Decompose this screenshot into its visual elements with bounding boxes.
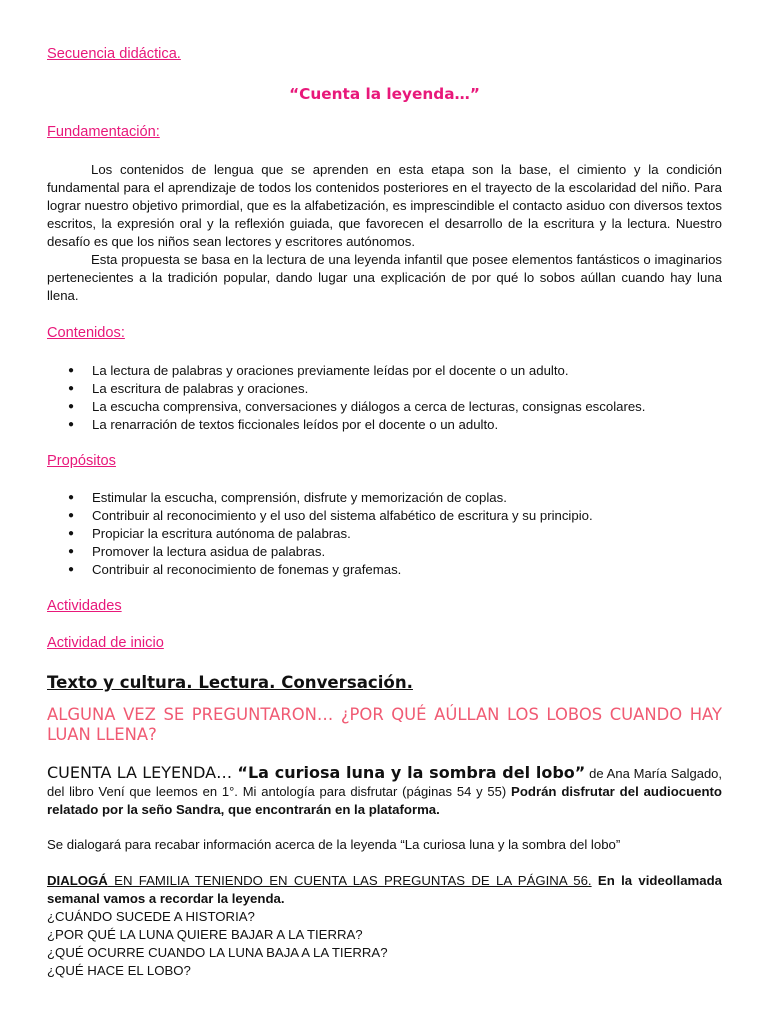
propositos-list [47,489,722,579]
list-item: ¿QUÉ HACE EL LOBO? [47,963,191,978]
list-item: ● Contribuir al reconocimiento y el uso del sistema alfabético de escritura y su principio. [47,507,722,525]
list-item: ● Propiciar la escritura autónoma de palabras. [47,525,722,543]
fundamentacion-body [47,161,722,305]
audiocuento-note: Podrán disfrutar del audiocuento relatado por la seño Sandra, que encontrarán en la plataforma. [47,784,722,817]
list-item: ● La escritura de palabras y oraciones. [47,380,722,398]
book-title: “La curiosa luna y la sombra del lobo” [237,763,586,782]
fundamentacion-paragraph-2: Esta propuesta se basa en la lectura de una leyenda infantil que posee elementos fantásticos o imaginarios pertenecientes a la tradición popular, dando lugar una explicación de por qué lo sobos aúllan cuando hay luna llena. [47,252,722,303]
texto-cultura-heading: Texto y cultura. Lectura. Conversación. [47,673,413,692]
list-item: ● La renarración de textos ficcionales leídos por el docente o un adulto. [47,416,722,434]
contenidos-list [47,362,722,434]
dialoga-paragraph [47,872,722,908]
dialoga-rest: EN FAMILIA TENIENDO EN CUENTA LAS PREGUNTAS DE LA PÁGINA 56. [107,873,592,888]
secuencia-heading: Secuencia didáctica. [47,46,181,62]
cuenta-rest: de Ana María Salgado, del libro Vení que leemos en 1°. Mi antología para disfrutar (páginas 54 y 55) [47,766,723,799]
contenidos-heading: Contenidos: [47,325,125,341]
propositos-heading: Propósitos [47,453,116,469]
list-item: ¿QUÉ OCURRE CUANDO LA LUNA BAJA A LA TIERRA? [47,945,388,960]
list-item: ¿POR QUÉ LA LUNA QUIERE BAJAR A LA TIERRA? [47,927,363,942]
list-item: ● La escucha comprensiva, conversaciones y diálogos a cerca de lecturas, consignas escolares. [47,398,722,416]
fundamentacion-heading: Fundamentación: [47,124,160,140]
list-item: ● Promover la lectura asidua de palabras. [47,543,722,561]
actividad-inicio-heading: Actividad de inicio [47,635,164,651]
preguntas-list [47,908,722,980]
pregunta-lobos: ALGUNA VEZ SE PREGUNTARON… ¿POR QUÉ AÚLLAN LOS LOBOS CUANDO HAY LUAN LLENA? [47,705,722,744]
list-item: ¿CUÁNDO SUCEDE A HISTORIA? [47,909,255,924]
document-title: “Cuenta la leyenda…” [289,85,480,103]
cuenta-la-leyenda-paragraph [47,764,722,819]
dialogara-paragraph: Se dialogará para recabar información acerca de la leyenda “La curiosa luna y la sombra del lobo” [47,837,621,852]
cuenta-lead: CUENTA LA LEYENDA… [47,763,238,782]
videollamada-note: En la videollamada semanal vamos a recordar la leyenda. [47,873,722,906]
list-item: ● Estimular la escucha, comprensión, disfrute y memorización de coplas. [47,489,722,507]
dialoga-word: DIALOGÁ [47,873,108,888]
list-item: ● La lectura de palabras y oraciones previamente leídas por el docente o un adulto. [47,362,722,380]
fundamentacion-paragraph-1: Los contenidos de lengua que se aprenden en esta etapa son la base, el cimiento y la condición fundamental para el aprendizaje de todos los contenidos posteriores en el trayecto de la escolaridad del niño. Para lograr nuestro objetivo primordial, que es la alfabetización, es imprescindible el contacto asiduo con diversos textos escritos, la expresión oral y la reflexión guiada, que favorecen el desarrollo de la escritura y la lectura. Nuestro desafío es que los niños sean lectores y escritores autónomos. [47,162,722,249]
list-item: ● Contribuir al reconocimiento de fonemas y grafemas. [47,561,722,579]
actividades-heading: Actividades [47,598,122,614]
